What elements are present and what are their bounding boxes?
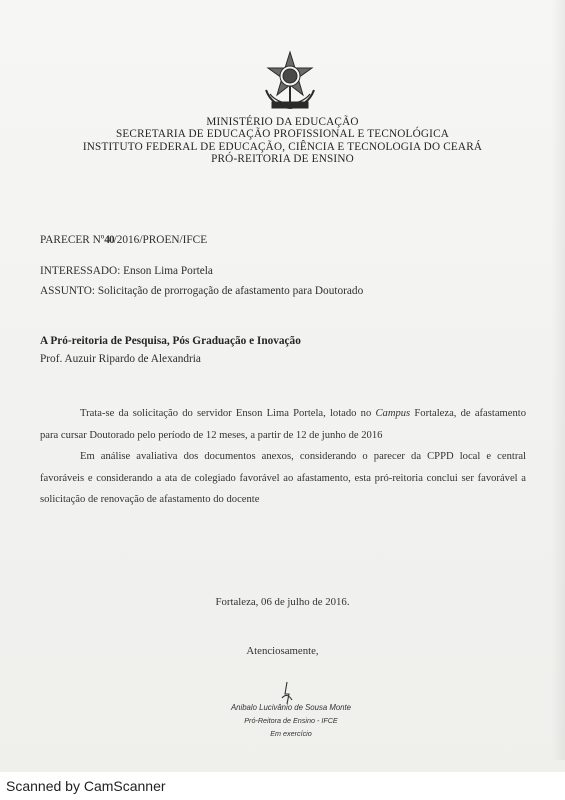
parecer-number-line xyxy=(40,234,207,246)
watermark-text: Scanned by CamScanner xyxy=(6,778,166,794)
body-p1-campus: Campus xyxy=(375,408,411,419)
institution-header xyxy=(0,116,565,166)
body-p1-text-b: Fortaleza, de afastamento para cursar Doutorado pelo período de 12 meses, a partir de 12 de junho de 2016 xyxy=(40,408,527,441)
header-institute: INSTITUTO FEDERAL DE EDUCAÇÃO, CIÊNCIA E TECNOLOGIA DO CEARÁ xyxy=(82,140,483,153)
header-secretariat: SECRETARIA DE EDUCAÇÃO PROFISSIONAL E TECNOLÓGICA xyxy=(115,128,450,141)
brazil-coat-of-arms-icon xyxy=(262,50,318,112)
scanner-watermark xyxy=(0,772,565,800)
parecer-number: 40 xyxy=(104,234,114,246)
addressee-office: A Pró-reitoria de Pesquisa, Pós Graduação e Inovação xyxy=(40,335,301,347)
signatory-role: Pró-Reitora de Ensino - IFCE xyxy=(244,716,338,725)
closing: Atenciosamente, xyxy=(246,645,319,657)
header-pro-rectory: PRÓ-REITORIA DE ENSINO xyxy=(211,153,354,166)
body-paragraph-2 xyxy=(40,446,526,511)
date-line: Fortaleza, 06 de julho de 2016. xyxy=(215,596,350,608)
signatory-status: Em exercício xyxy=(270,729,312,738)
parecer-suffix: /2016/PROEN/IFCE xyxy=(113,234,208,246)
signatory-name: Anibalo Lucivânio de Sousa Monte xyxy=(230,703,352,712)
signature-block xyxy=(226,703,356,738)
parecer-prefix: PARECER Nº xyxy=(40,234,105,246)
addressee-name: Prof. Auzuir Ripardo de Alexandria xyxy=(40,353,201,365)
header-ministry: MINISTÉRIO DA EDUCAÇÃO xyxy=(206,116,359,128)
body-p2-text: Em análise avaliativa dos documentos anexos, considerando o parecer da CPPD local e central favoráveis e considerando a ata de colegiado favorável ao afastamento, esta pró-reitoria conclui ser favorável a solicitação de renovação de afastamento do docente xyxy=(40,451,526,505)
body-p1-text-a: Trata-se da solicitação do servidor Enson Lima Portela, lotado no xyxy=(80,408,376,419)
assunto-line: ASSUNTO: Solicitação de prorrogação de afastamento para Doutorado xyxy=(40,285,364,297)
body-paragraph-1 xyxy=(40,403,526,446)
interessado-line: INTERESSADO: Enson Lima Portela xyxy=(40,265,213,277)
